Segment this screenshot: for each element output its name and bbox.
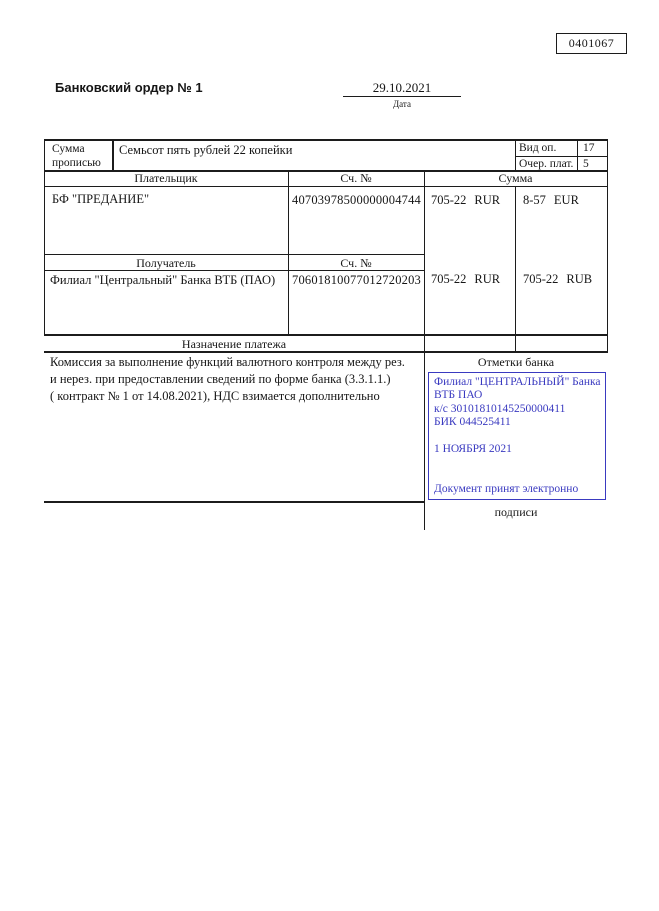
header-payee: Получатель [136, 256, 196, 270]
bank-stamp-line: к/с 30101810145250000411 [434, 402, 566, 415]
grid-line-currency-divider [515, 186, 516, 352]
grid-line-header-bottom [44, 186, 608, 187]
grid-line-payer-account-divider [288, 170, 289, 334]
amount-words-label-line1: Сумма [52, 143, 85, 155]
payee-amount-rub [523, 272, 592, 287]
grid-line-optype-value-divider [577, 139, 578, 170]
grid-line-amount-column-divider [424, 170, 425, 530]
payment-purpose-line: Комиссия за выполнение функций валютного контроля между рез. [50, 355, 405, 369]
payer-amount-eur-currency: EUR [553, 193, 579, 207]
bank-stamp-line: БИК 044525411 [434, 416, 511, 429]
payer-account: 40703978500000004744 [292, 193, 421, 207]
grid-line-amountwords-divider [112, 139, 114, 170]
payee-amount-rur-value: 705-22 [431, 272, 467, 286]
priority-value: 5 [583, 158, 589, 170]
header-bank-marks: Отметки банка [477, 355, 555, 369]
bank-stamp [428, 372, 606, 500]
payer-amount-rur [431, 193, 500, 208]
grid-line-purpose-top [44, 334, 608, 336]
grid-line-optype-left [515, 139, 516, 170]
date-value: 29.10.2021 [372, 80, 432, 95]
payment-purpose-line: ( контракт № 1 от 14.08.2021), НДС взимается дополнительно [50, 389, 380, 404]
bank-stamp-line [434, 456, 600, 469]
header-payee-account: Сч. № [340, 256, 372, 270]
bank-stamp-line: ВТБ ПАО [434, 389, 483, 402]
amount-in-words: Семьсот пять рублей 22 копейки [119, 143, 293, 157]
grid-line-right [607, 139, 608, 352]
header-payer: Плательщик [134, 171, 198, 185]
bank-stamp-line: 1 НОЯБРЯ 2021 [434, 443, 512, 456]
op-type-value: 17 [583, 142, 595, 154]
payee-amount-rur-currency: RUR [474, 272, 501, 286]
grid-line-payee-header-top [44, 254, 424, 255]
bank-stamp-line [434, 430, 600, 443]
payer-amount-rur-currency: RUR [474, 193, 501, 207]
payer-amount-eur [523, 193, 579, 208]
bank-stamp-line: Документ принят электронно [434, 483, 579, 496]
payer-amount-rur-value: 705-22 [431, 193, 467, 207]
op-type-label: Вид оп. [519, 142, 557, 154]
payer-name: БФ "ПРЕДАНИЕ" [52, 192, 150, 206]
payee-amount-rub-value: 705-22 [523, 272, 559, 286]
header-purpose: Назначение платежа [181, 337, 287, 351]
payee-amount-rub-currency: RUB [566, 272, 593, 286]
amount-words-label [52, 142, 101, 170]
header-payer-account: Сч. № [340, 171, 372, 185]
payment-purpose-line: и нерез. при предоставлении сведений по форме банка (3.3.1.1.) [50, 372, 391, 387]
priority-label: Очер. плат. [519, 158, 574, 170]
bank-stamp-line [434, 470, 600, 483]
grid-line-left [44, 139, 45, 335]
header-amount: Сумма [498, 171, 533, 185]
payment-purpose [50, 354, 405, 406]
date-underline [343, 96, 461, 97]
page-title: Банковский ордер № 1 [55, 80, 203, 95]
payer-amount-eur-value: 8-57 [523, 193, 546, 207]
payee-account: 70601810077012720203 [292, 273, 421, 287]
amount-words-label-line2: прописью [52, 157, 101, 169]
signatures-label: подписи [494, 505, 538, 519]
payee-amount-rur [431, 272, 500, 287]
date-label: Дата [393, 99, 411, 109]
form-code-box [556, 33, 627, 54]
form-code: 0401067 [568, 36, 615, 50]
payee-name: Филиал "Центральный" Банка ВТБ (ПАО) [50, 273, 276, 287]
bank-stamp-line: Филиал "ЦЕНТРАЛЬНЫЙ" Банка [434, 376, 601, 388]
grid-line-purpose-bottom [44, 501, 425, 503]
